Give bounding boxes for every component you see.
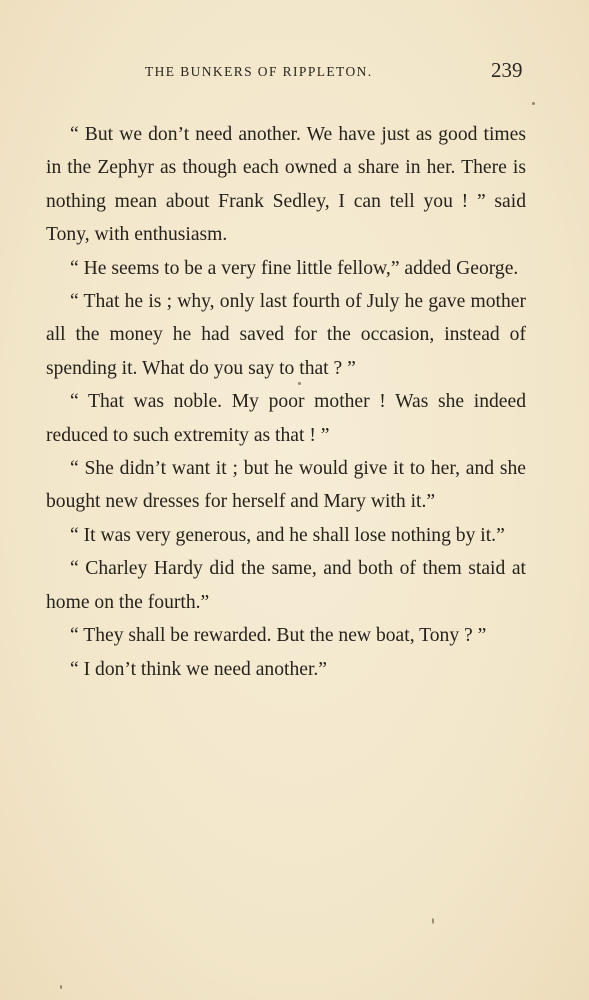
paragraph: “ It was very generous, and he shall lose nothing by it.” bbox=[70, 524, 505, 546]
paragraph: “ She didn’t want it ; but he would give it to her, and she bought new dresses for herself and Mary with it.” bbox=[46, 458, 526, 513]
running-head: THE BUNKERS OF RIPPLETON. bbox=[145, 64, 373, 79]
paragraph: “ That he is ; why, only last fourth of July he gave mother all the money he had saved for the occasion, instead of spending it. What do you say to that ? ” bbox=[46, 291, 526, 379]
paragraph: “ That was noble. My poor mother ! Was she indeed reduced to such extremity as that ! ” bbox=[46, 391, 526, 446]
paper-speck bbox=[532, 102, 535, 105]
paper-speck bbox=[298, 382, 301, 385]
paragraph: “ Charley Hardy did the same, and both of them staid at home on the fourth.” bbox=[46, 558, 526, 613]
paragraph: “ He seems to be a very fine little fellow,” added George. bbox=[70, 257, 519, 279]
paragraph: “ I don’t think we need another.” bbox=[70, 658, 327, 680]
body-text bbox=[46, 118, 526, 686]
paper-speck bbox=[432, 918, 434, 924]
paragraph: “ But we don’t need another. We have just as good times in the Zephyr as though each owned a share in her. There is nothing mean about Frank Sedley, I can tell you ! ” said Tony, with enthusiasm. bbox=[46, 124, 526, 246]
page-number: 239 bbox=[491, 58, 523, 82]
paragraph: “ They shall be rewarded. But the new boat, Tony ? ” bbox=[70, 625, 487, 647]
paper-speck bbox=[60, 985, 62, 989]
